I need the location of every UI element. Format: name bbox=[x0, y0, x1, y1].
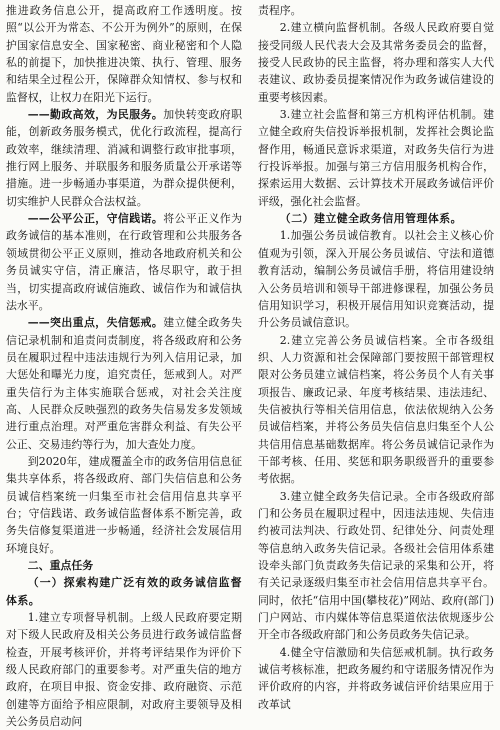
paragraph-text: 3.建立健全政务失信记录。全市各级政府部门和公务员在履职过程中，因违法违规、失信违约被司法判决、行政处罚、纪律处分、问责处理等信息纳入政务失信记录。各级社会信用体系建设牵头部门负责政务失信记录的采集和公开，将有关记录逐级归集至市社会信用信息共享平台。同时，依托“信用中国(攀枝花)”网站、政府(部门)门户网站、市内媒体等信息渠道依法依规逐步公开全市各级政府部门和公务员政务失信记录。 bbox=[258, 489, 494, 642]
paragraph-text: 2.建立横向监督机制。各级人民政府要自觉接受同级人民代表大会及其常务委员会的监督，接受人民政协的民主监督，将办理和落实人大代表建议、政协委员提案情况作为政务诚信建设的重要考核因素。 bbox=[258, 21, 494, 104]
paragraph-lead: ——突出重点，失信惩戒。 bbox=[27, 316, 164, 330]
paragraph-text: 2.建立完善公务员诚信档案。全市各级组织、人力资源和社会保障部门要按照干部管理权限对公务员建立诚信档案，将公务员个人有关事项报告、廉政记录、年度考核结果、违法违纪、失信被执行等相关信用信息，依法依规纳入公务员诚信档案，并将公务员失信信息归集至个人公共信用信息基础数据库。将公务员诚信记录作为干部考核、任用、奖惩和职务职级晋升的重要参考依据。 bbox=[258, 333, 494, 486]
paragraph-lead: ——勤政高效，为民服务。 bbox=[27, 108, 164, 122]
paragraph bbox=[258, 19, 494, 106]
paragraph-text: 责程序。 bbox=[258, 4, 302, 17]
paragraph bbox=[258, 2, 494, 19]
paragraph-text: 将公平正义作为政务诚信的基本准则，在行政管理和公共服务各领域贯彻公平正义原则，推动各地政府机关和公务员诚实守信，清正廉洁，恪尽职守，敢于担当，切实提高政府诚信施政、诚信作为和诚信执法水平。 bbox=[6, 212, 242, 312]
right-column bbox=[258, 2, 494, 711]
paragraph bbox=[6, 106, 242, 210]
paragraph bbox=[258, 106, 494, 210]
paragraph-text: 到2020年，建成覆盖全市的政务信用信息征集共享体系，将各级政府、部门失信信息和公务员诚信档案统一归集至市社会信用信息共享平台；守信践诺、政务诚信监督体系不断完善，政务失信修复渠道进一步畅通，经济社会发展信用环境良好。 bbox=[6, 454, 242, 555]
paragraph bbox=[6, 2, 242, 106]
paragraph bbox=[258, 488, 494, 644]
paragraph-text: 推进政务信息公开，提高政府工作透明度。按照“以公开为常态、不公开为例外”的原则，在保护国家信息安全、国家秘密、商业秘密和个人隐私的前提下，加快推进决策、执行、管理、服务和结果全过程公开，保障群众知情权、参与权和监督权，让权力在阳光下运行。 bbox=[6, 4, 242, 104]
paragraph-text: 1.加强公务员诚信教育。以社会主义核心价值观为引领，深入开展公务员诚信、守法和道德教育活动，编制公务员诚信手册，将信用建设纳入公务员培训和领导干部进修课程，加强公务员信用知识学习，积极开展信用知识竞赛活动，提升公务员诚信意识。 bbox=[258, 229, 494, 330]
paragraph-text: 4.健全守信激励和失信惩戒机制。执行政务诚信考核标准，把政务履约和守诺服务情况作为评价政府的内容，并将政务诚信评价结果应用于改革试 bbox=[258, 645, 494, 711]
paragraph-lead: ——公平公正，守信践诺。 bbox=[27, 212, 164, 226]
paragraph bbox=[258, 332, 494, 488]
left-column bbox=[6, 2, 242, 729]
paragraph-text: 建立健全政务失信记录机制和追责问责制度，将各级政府和公务员在履职过程中违法违规行为列入信用记录，加大惩处和曝光力度，追究责任，惩戒到人。对严重失信行为主体实施联合惩戒，对社会关注度高、人民群众反映强烈的政务失信易发多发领域进行重点治理。对严重危害群众利益、有失公平公正、交易违约等行为，加大查处力度。 bbox=[6, 316, 242, 451]
subsection-heading: （一）探索构建广泛有效的政务诚信监督体系。 bbox=[6, 576, 242, 607]
paragraph-text: 加快转变政府职能，创新政务服务模式，优化行政流程，提高行政效率，继续清理、消减和调整行政审批事项，推行网上服务、并联服务和服务质量公开承诺等措施。进一步畅通办事渠道，为群众提供便利，切实维护人民群众合法权益。 bbox=[6, 108, 242, 208]
paragraph-text: 1.建立专项督导机制。上级人民政府要定期对下级人民政府及相关公务员进行政务诚信监督检查，开展考核评价，并将考评结果作为评价下级人民政府部门的重要参考。对严重失信的地方政府，在项目申报、资金安排、政府融资、示范创建等方面给予相应限制，对政府主要领导及相关公务员启动问 bbox=[6, 611, 242, 729]
paragraph bbox=[258, 644, 494, 713]
paragraph-text: 3.建立社会监督和第三方机构评估机制。建立健全政府失信投诉举报机制，发挥社会舆论监督作用，畅通民意诉求渠道，对政务失信行为进行投诉举报。加强与第三方信用服务机构合作，探索运用大数据、云计算技术开展政务诚信评价评级，强化社会监督。 bbox=[258, 108, 494, 208]
paragraph bbox=[6, 210, 242, 314]
paragraph bbox=[6, 453, 242, 557]
section-heading: 二、重点任务 bbox=[27, 559, 94, 572]
paragraph bbox=[258, 227, 494, 331]
subsection-heading: （二）建立健全政务信用管理体系。 bbox=[279, 212, 463, 226]
paragraph bbox=[6, 314, 242, 453]
paragraph bbox=[6, 609, 242, 730]
